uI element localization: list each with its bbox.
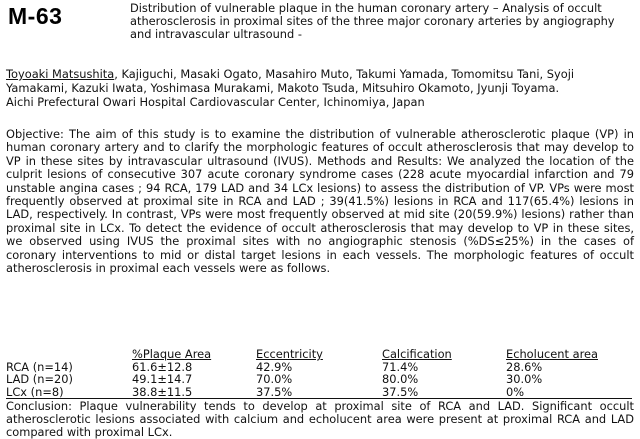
table-row	[6, 386, 632, 399]
table-cell: 0%	[506, 386, 632, 399]
table-header-cell: %Plaque Area	[132, 347, 212, 361]
co-authors: , Kajiguchi, Masaki Ogato, Masahiro Muto, Takumi Yamada, Tomomitsu Tani, Syoji Yamakami, Kazuki Iwata, Yoshimasa Murakami, Makoto Tsuda, Mitsuhiro Okamoto, Jyunji Toyama.	[6, 67, 575, 95]
abstract-body: Objective: The aim of this study is to examine the distribution of vulnerable atherosclerotic plaque (VP) in human coronary artery and to clarify the morphologic features of occult atherosclerosis that may develop to VP in these sites by intravascular ultrasound (IVUS). Methods and Results: We analyzed the location of the culprit lesions of consecutive 307 acute coronary syndrome cases (228 acute myocardial infarction and 79 unstable angina cases ; 94 RCA, 179 LAD and 34 LCx lesions) to assess the distribution of VP. VPs were most frequently observed at proximal site in RCA and LAD ; 39(41.5%) lesions in RCA and 117(65.4%) lesions in LAD, respectively. In contrast, VPs were most frequently observed at mid site (20(59.9%) lesions) rather than proximal site in LCx. To detect the evidence of occult atherosclerosis that may develop to VP in these sites, we observed using IVUS the proximal sites with no angiographic stenosis (%DS≤25%) in the cases of coronary interventions to mid or distal target lesions in each vessels. The morphologic features of occult atherosclerosis in proximal each vessels were as follows.	[6, 127, 634, 276]
table-cell: 28.6%	[506, 359, 543, 374]
abstract-code: M-63	[8, 3, 63, 29]
table-header-cell: Echolucent area	[506, 347, 599, 361]
table-header-row	[6, 348, 632, 361]
table-cell: 37.5%	[256, 386, 382, 399]
conclusion: Conclusion: Plaque vulnerability tends to develop at proximal site of RCA and LAD. Significant occult atherosclerotic lesions associated with calcium and echolucent area were present at proximal RCA and LAD compared with proximal LCx.	[6, 399, 634, 439]
table-cell: 49.1±14.7	[132, 372, 193, 387]
table-cell: 42.9%	[256, 359, 293, 374]
table-cell: 37.5%	[382, 386, 506, 399]
table-cell: 71.4%	[382, 359, 419, 374]
abstract-title: Distribution of vulnerable plaque in the human coronary artery – Analysis of occult atherosclerosis in proximal sites of the three major coronary arteries by angiography and intravascular ultrasound -	[130, 1, 615, 42]
table-cell: RCA (n=14)	[6, 359, 73, 374]
table-cell: 70.0%	[256, 372, 293, 387]
table-cell: 38.8±11.5	[132, 386, 256, 399]
table-cell: 30.0%	[506, 372, 543, 387]
table-cell: 61.6±12.8	[132, 359, 193, 374]
table-header-cell	[6, 348, 132, 361]
table-cell: LAD (n=20)	[6, 372, 73, 387]
first-author: Toyoaki Matsushita	[6, 67, 115, 81]
table-header-cell: Calcification	[382, 347, 452, 361]
results-table	[6, 348, 632, 399]
table-cell: 80.0%	[382, 372, 419, 387]
author-block	[6, 67, 634, 109]
affiliation: Aichi Prefectural Owari Hospital Cardiovascular Center, Ichinomiya, Japan	[6, 95, 425, 109]
table-header-cell: Eccentricity	[256, 347, 323, 361]
table-cell: LCx (n=8)	[6, 386, 132, 399]
table-row	[6, 373, 632, 386]
author-list	[6, 67, 634, 95]
